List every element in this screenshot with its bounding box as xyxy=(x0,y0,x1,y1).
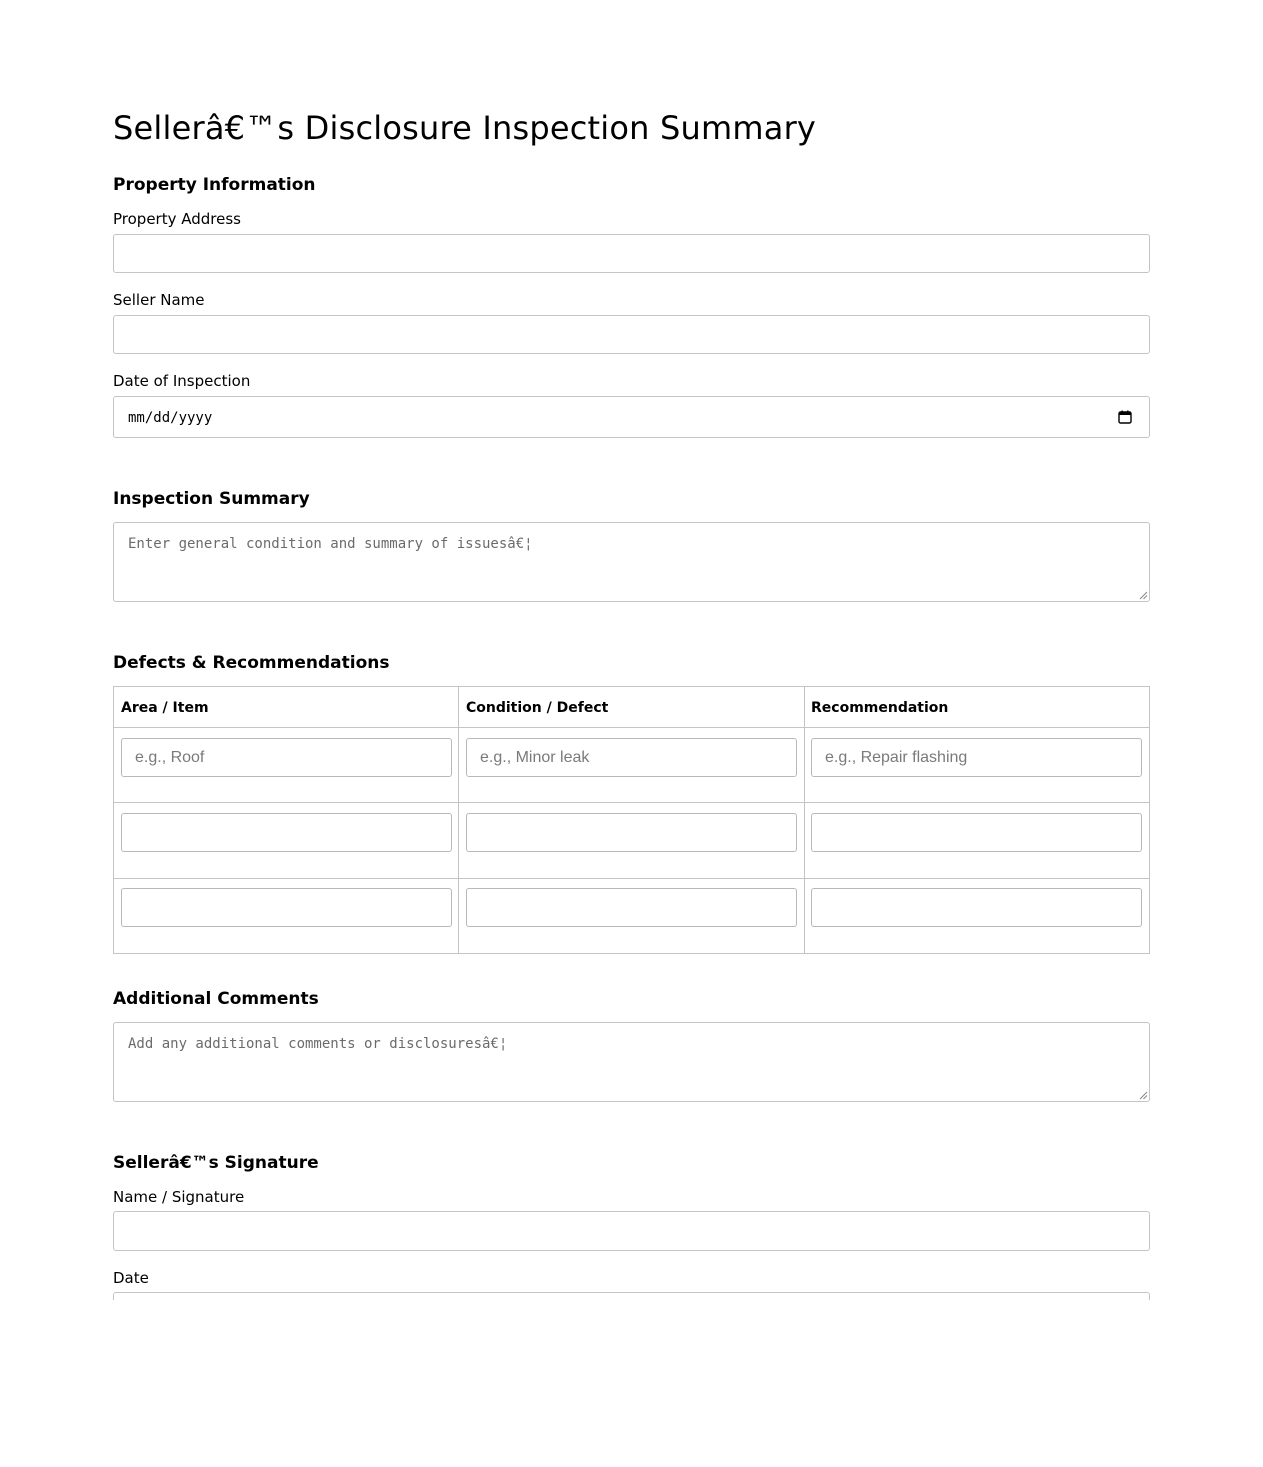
condition-defect-input[interactable] xyxy=(466,738,797,777)
condition-defect-input[interactable] xyxy=(466,813,797,852)
row-divider xyxy=(114,727,1149,728)
input-placeholder: e.g., Repair flashing xyxy=(825,749,968,766)
resize-grip-icon[interactable] xyxy=(1139,591,1148,600)
additional-comments-placeholder: Add any additional comments or disclosuresâ€¦ xyxy=(128,1036,508,1052)
date-placeholder: mm/dd/yyyy xyxy=(128,410,213,426)
condition-defect-input[interactable] xyxy=(466,888,797,927)
additional-comments-heading: Additional Comments xyxy=(113,989,319,1009)
property-address-label: Property Address xyxy=(113,210,241,228)
input-placeholder: e.g., Minor leak xyxy=(480,749,590,766)
inspection-summary-heading: Inspection Summary xyxy=(113,489,310,509)
area-item-input[interactable] xyxy=(121,738,452,777)
property-address-input[interactable] xyxy=(113,234,1150,273)
resize-grip-icon[interactable] xyxy=(1139,1091,1148,1100)
row-divider xyxy=(114,802,1149,803)
inspection-summary-textarea[interactable] xyxy=(113,522,1150,602)
row-divider xyxy=(114,878,1149,879)
input-placeholder: e.g., Roof xyxy=(135,749,205,766)
defects-table xyxy=(113,686,1150,954)
property-info-heading: Property Information xyxy=(113,175,316,195)
signature-name-label: Name / Signature xyxy=(113,1188,245,1206)
signature-heading: Sellerâ€™s Signature xyxy=(113,1153,319,1173)
additional-comments-textarea[interactable] xyxy=(113,1022,1150,1102)
seller-name-label: Seller Name xyxy=(113,291,205,309)
column-header-condition: Condition / Defect xyxy=(466,700,609,716)
recommendation-input[interactable] xyxy=(811,738,1142,777)
area-item-input[interactable] xyxy=(121,888,452,927)
inspection-summary-placeholder: Enter general condition and summary of issuesâ€¦ xyxy=(128,536,533,552)
signature-date-label: Date xyxy=(113,1269,149,1287)
column-header-recommendation: Recommendation xyxy=(811,700,949,716)
seller-name-input[interactable] xyxy=(113,315,1150,354)
signature-date-input[interactable] xyxy=(113,1292,1150,1300)
column-header-area: Area / Item xyxy=(121,700,209,716)
inspection-date-label: Date of Inspection xyxy=(113,372,251,390)
page-title: Sellerâ€™s Disclosure Inspection Summary xyxy=(113,109,817,147)
defects-heading: Defects & Recommendations xyxy=(113,653,390,673)
signature-name-input[interactable] xyxy=(113,1211,1150,1251)
area-item-input[interactable] xyxy=(121,813,452,852)
inspection-form xyxy=(113,0,1150,1300)
recommendation-input[interactable] xyxy=(811,813,1142,852)
calendar-icon[interactable] xyxy=(1118,410,1132,424)
recommendation-input[interactable] xyxy=(811,888,1142,927)
inspection-date-input[interactable] xyxy=(113,396,1150,438)
